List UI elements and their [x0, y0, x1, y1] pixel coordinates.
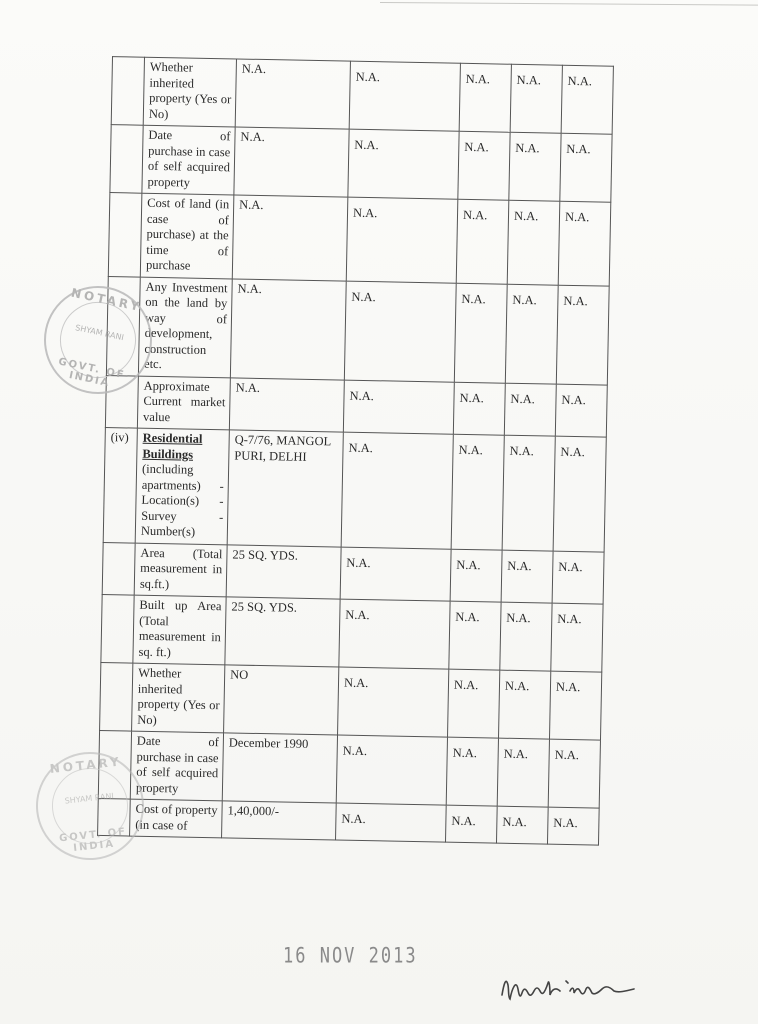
- dependent-value-cell: N.A.: [496, 806, 548, 844]
- dependent-value-cell: N.A.: [497, 738, 549, 807]
- self-value-cell: December 1990: [222, 733, 337, 803]
- section-number-cell: [102, 542, 135, 595]
- table-row: [110, 125, 612, 203]
- dependent-value-cell: N.A.: [547, 807, 599, 845]
- section-number-cell: [108, 193, 142, 277]
- table-row: [103, 428, 606, 552]
- dependent-value-cell: N.A.: [451, 434, 504, 549]
- dependent-value-cell: N.A.: [458, 131, 510, 200]
- dependent-value-cell: N.A.: [556, 285, 609, 385]
- dependent-value-cell: N.A.: [561, 65, 613, 134]
- dependent-value-cell: N.A.: [501, 550, 553, 603]
- particulars-label: Cost of land (in case of purchase) at the time of purchase: [145, 195, 230, 273]
- dependent-value-cell: N.A.: [558, 201, 611, 285]
- dependent-value-cell: N.A.: [445, 805, 497, 843]
- self-value-cell: Q-7/76, MANGOL PURI, DELHI: [227, 430, 343, 547]
- dependent-value-cell: N.A.: [346, 197, 458, 283]
- section-number-cell: [100, 662, 133, 731]
- notary-stamp-bottom: [31, 747, 150, 866]
- particulars-cell: [143, 57, 236, 127]
- dependent-value-cell: N.A.: [555, 384, 607, 437]
- dependent-value-cell: N.A.: [505, 284, 558, 384]
- dependent-value-cell: N.A.: [453, 382, 505, 435]
- dependent-value-cell: N.A.: [336, 735, 447, 805]
- dependent-value-cell: N.A.: [341, 432, 453, 549]
- date-stamp: 16 NOV 2013: [283, 943, 418, 969]
- signature: [498, 965, 658, 1014]
- particulars-cell: [135, 428, 229, 544]
- asset-declaration-table: [97, 56, 614, 845]
- section-heading: Residential Buildings: [142, 430, 203, 462]
- dependent-value-cell: N.A.: [344, 281, 456, 382]
- notary-stamp-bottom-title: NOTARY: [49, 754, 123, 776]
- self-value-cell: NO: [224, 665, 339, 735]
- particulars-cell: [134, 543, 227, 597]
- dependent-value-cell: N.A.: [343, 380, 454, 435]
- self-value-cell: N.A.: [230, 278, 346, 379]
- dependent-value-cell: N.A.: [459, 63, 511, 132]
- table-row: [101, 594, 603, 672]
- self-value-cell: N.A.: [235, 59, 350, 129]
- scan-edge-line: [380, 2, 758, 6]
- particulars-label: Approximate Current market value: [142, 378, 226, 424]
- dependent-value-cell: N.A.: [560, 133, 612, 202]
- notary-stamp-country: GOVT. OF INDIA: [57, 356, 127, 390]
- table-row: [105, 375, 607, 437]
- particulars-label: Whether inherited property (Yes or No): [137, 665, 220, 727]
- dependent-value-cell: N.A.: [498, 670, 550, 739]
- particulars-label: Area (Total measurement in sq.ft.): [139, 545, 223, 591]
- table-row: [100, 662, 602, 740]
- table-row: [102, 542, 604, 604]
- dependent-value-cell: N.A.: [340, 547, 451, 602]
- table-row: [106, 276, 609, 385]
- notary-stamp-name: SHYAM RANI: [74, 323, 125, 343]
- self-value-cell: 25 SQ. YDS.: [225, 597, 340, 667]
- dependent-value-cell: N.A.: [509, 132, 561, 201]
- particulars-cell: [130, 731, 223, 801]
- section-number-cell: [110, 125, 143, 194]
- notary-stamp-title: NOTARY: [69, 285, 144, 315]
- particulars-cell: [137, 376, 230, 430]
- dependent-value-cell: N.A.: [336, 803, 447, 842]
- self-value-cell: N.A.: [229, 377, 344, 432]
- dependent-value-cell: N.A.: [448, 669, 500, 738]
- dependent-value-cell: N.A.: [549, 671, 601, 740]
- particulars-cell: [132, 663, 225, 733]
- signature-drawing: [498, 965, 658, 1009]
- particulars-label: Any Investment on the land by way of development, construction etc.: [143, 279, 228, 372]
- self-value-cell: 1,40,000/-: [222, 801, 337, 840]
- dependent-value-cell: N.A.: [504, 383, 556, 436]
- dependent-value-cell: N.A.: [502, 435, 555, 550]
- dependent-value-cell: N.A.: [446, 737, 498, 806]
- dependent-value-cell: N.A.: [551, 603, 603, 672]
- dependent-value-cell: N.A.: [500, 602, 552, 671]
- table-row: [98, 730, 600, 808]
- dependent-value-cell: N.A.: [348, 129, 459, 199]
- dependent-value-cell: N.A.: [553, 436, 606, 551]
- dependent-value-cell: N.A.: [454, 283, 507, 383]
- self-value-cell: 25 SQ. YDS.: [226, 544, 341, 599]
- table-row: [108, 193, 611, 286]
- dependent-value-cell: N.A.: [510, 64, 562, 133]
- self-value-cell: N.A.: [232, 195, 348, 281]
- dependent-value-cell: N.A.: [338, 667, 449, 737]
- dependent-value-cell: N.A.: [548, 739, 600, 808]
- particulars-label: (including apartments) -Location(s) -Survey -Number(s): [140, 461, 224, 539]
- particulars-cell: [138, 277, 232, 378]
- table-row: [111, 57, 613, 135]
- dependent-value-cell: N.A.: [552, 551, 604, 604]
- notary-stamp-bottom-name: SHYAM RANI: [64, 791, 115, 806]
- particulars-cell: [140, 193, 234, 278]
- self-value-cell: N.A.: [234, 127, 349, 197]
- notary-stamp-bottom-country: GOVT. OF INDIA: [58, 826, 128, 854]
- dependent-value-cell: N.A.: [507, 200, 560, 284]
- section-number-cell: [101, 594, 134, 663]
- dependent-value-cell: N.A.: [449, 601, 501, 670]
- asset-declaration-table-wrap: [97, 56, 614, 845]
- dependent-value-cell: N.A.: [450, 549, 502, 602]
- particulars-label: Date of purchase in case of self acquired property: [147, 127, 231, 190]
- particulars-cell: [142, 125, 235, 195]
- dependent-value-cell: N.A.: [339, 599, 450, 669]
- particulars-label: Cost of property (in case of: [135, 801, 218, 833]
- particulars-label: Whether inherited property (Yes or No): [148, 59, 232, 121]
- particulars-cell: [133, 595, 226, 665]
- section-number-cell: (iv): [103, 428, 137, 543]
- particulars-label: Date of purchase in case of self acquired property: [135, 733, 219, 795]
- dependent-value-cell: N.A.: [456, 199, 509, 283]
- particulars-label: Built up Area (Total measurement in sq. ft.): [138, 597, 222, 659]
- section-number-cell: [111, 57, 144, 126]
- dependent-value-cell: N.A.: [349, 61, 460, 131]
